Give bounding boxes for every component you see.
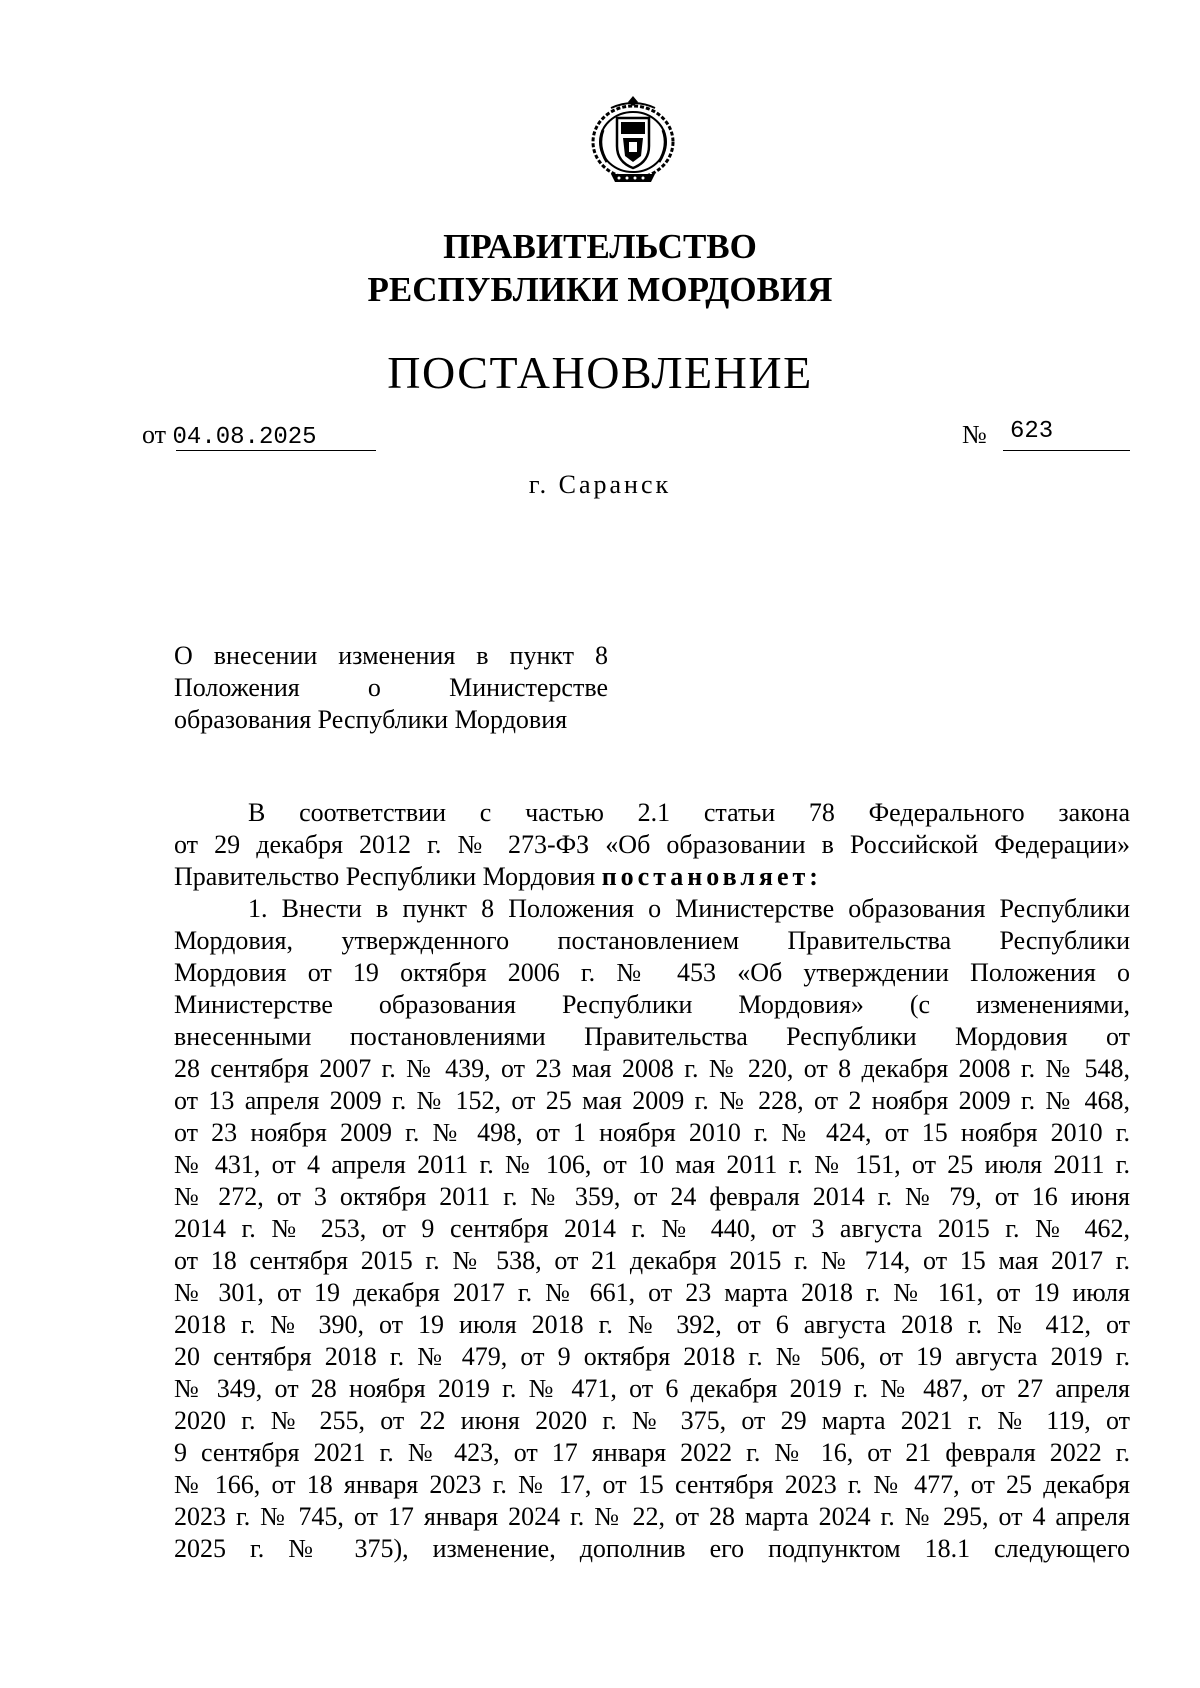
date-value: 04.08.2025	[172, 424, 317, 451]
clause-line: 28 сентября 2007 г. № 439, от 23 мая 2008 г. № 220, от 8 декабря 2008 г. № 548,	[174, 1054, 1130, 1083]
clause-line: от 13 апреля 2009 г. № 152, от 25 мая 2009 г. № 228, от 2 ноября 2009 г. № 468,	[174, 1086, 1130, 1115]
clause-line: 2023 г. № 745, от 17 января 2024 г. № 22, от 28 марта 2024 г. № 295, от 4 апреля	[174, 1502, 1130, 1531]
clause-line: Мордовия от 19 октября 2006 г. № 453 «Об утверждении Положения о	[174, 958, 1130, 987]
document-type: ПОСТАНОВЛЕНИЕ	[387, 347, 813, 398]
clause-line: Мордовия, утвержденного постановлением Правительства Республики	[174, 926, 1130, 955]
preamble-prefix: Правительство Республики Мордовия	[174, 862, 596, 891]
preamble-line: В соответствии с частью 2.1 статьи 78 Федерального закона	[248, 798, 1130, 827]
clause-line: внесенными постановлениями Правительства Республики Мордовия от	[174, 1022, 1130, 1051]
clause-line: № 301, от 19 декабря 2017 г. № 661, от 23 марта 2018 г. № 161, от 19 июля	[174, 1278, 1130, 1307]
clause-line: 2014 г. № 253, от 9 сентября 2014 г. № 440, от 3 августа 2015 г. № 462,	[174, 1214, 1130, 1243]
clause-line: № 166, от 18 января 2023 г. № 17, от 15 сентября 2023 г. № 477, от 25 декабря	[174, 1470, 1130, 1499]
date-field	[142, 420, 317, 451]
clause-line: № 349, от 28 ноября 2019 г. № 471, от 6 декабря 2019 г. № 487, от 27 апреля	[174, 1374, 1130, 1403]
number-label: №	[962, 420, 987, 449]
clause-line: 2025 г. № 375), изменение, дополнив его подпунктом 18.1 следующего	[174, 1534, 1130, 1563]
number-underline	[1003, 450, 1130, 451]
clause-line: 9 сентября 2021 г. № 423, от 17 января 2022 г. № 16, от 21 февраля 2022 г.	[174, 1438, 1130, 1467]
coat-of-arms-emblem	[583, 90, 683, 190]
document-subject	[174, 640, 608, 736]
document-body	[174, 797, 1130, 1565]
clause-line: 1. Внести в пункт 8 Положения о Министерстве образования Республики	[248, 894, 1130, 923]
government-title-line1: ПРАВИТЕЛЬСТВО	[443, 227, 757, 266]
government-title-line2: РЕСПУБЛИКИ МОРДОВИЯ	[367, 270, 833, 309]
clause-line: № 272, от 3 октября 2011 г. № 359, от 24 февраля 2014 г. № 79, от 16 июня	[174, 1182, 1130, 1211]
number-value: 623	[1010, 418, 1054, 445]
subject-line: образования Республики Мордовия	[174, 705, 568, 734]
subject-line: О внесении изменения в пункт 8	[174, 641, 608, 670]
clause-line: 2020 г. № 255, от 22 июня 2020 г. № 375, от 29 марта 2021 г. № 119, от	[174, 1406, 1130, 1435]
preamble-line	[174, 861, 1130, 893]
clause-1	[174, 893, 1130, 1565]
decree-word: постановляет:	[601, 862, 822, 891]
preamble-line: от 29 декабря 2012 г. № 273-ФЗ «Об образовании в Российской Федерации»	[174, 830, 1130, 859]
clause-line: 2018 г. № 390, от 19 июля 2018 г. № 392, от 6 августа 2018 г. № 412, от	[174, 1310, 1130, 1339]
clause-line: Министерстве образования Республики Мордовия» (с изменениями,	[174, 990, 1130, 1019]
clause-line: от 18 сентября 2015 г. № 538, от 21 декабря 2015 г. № 714, от 15 мая 2017 г.	[174, 1246, 1130, 1275]
date-label: от	[142, 420, 167, 449]
clause-line: от 23 ноября 2009 г. № 498, от 1 ноября 2010 г. № 424, от 15 ноября 2010 г.	[174, 1118, 1130, 1147]
date-underline	[176, 450, 376, 451]
clause-line: № 431, от 4 апреля 2011 г. № 106, от 10 мая 2011 г. № 151, от 25 июля 2011 г.	[174, 1150, 1130, 1179]
subject-line: Положения о Министерстве	[174, 673, 608, 702]
city: г. Саранск	[528, 470, 672, 499]
clause-line: 20 сентября 2018 г. № 479, от 9 октября 2018 г. № 506, от 19 августа 2019 г.	[174, 1342, 1130, 1371]
